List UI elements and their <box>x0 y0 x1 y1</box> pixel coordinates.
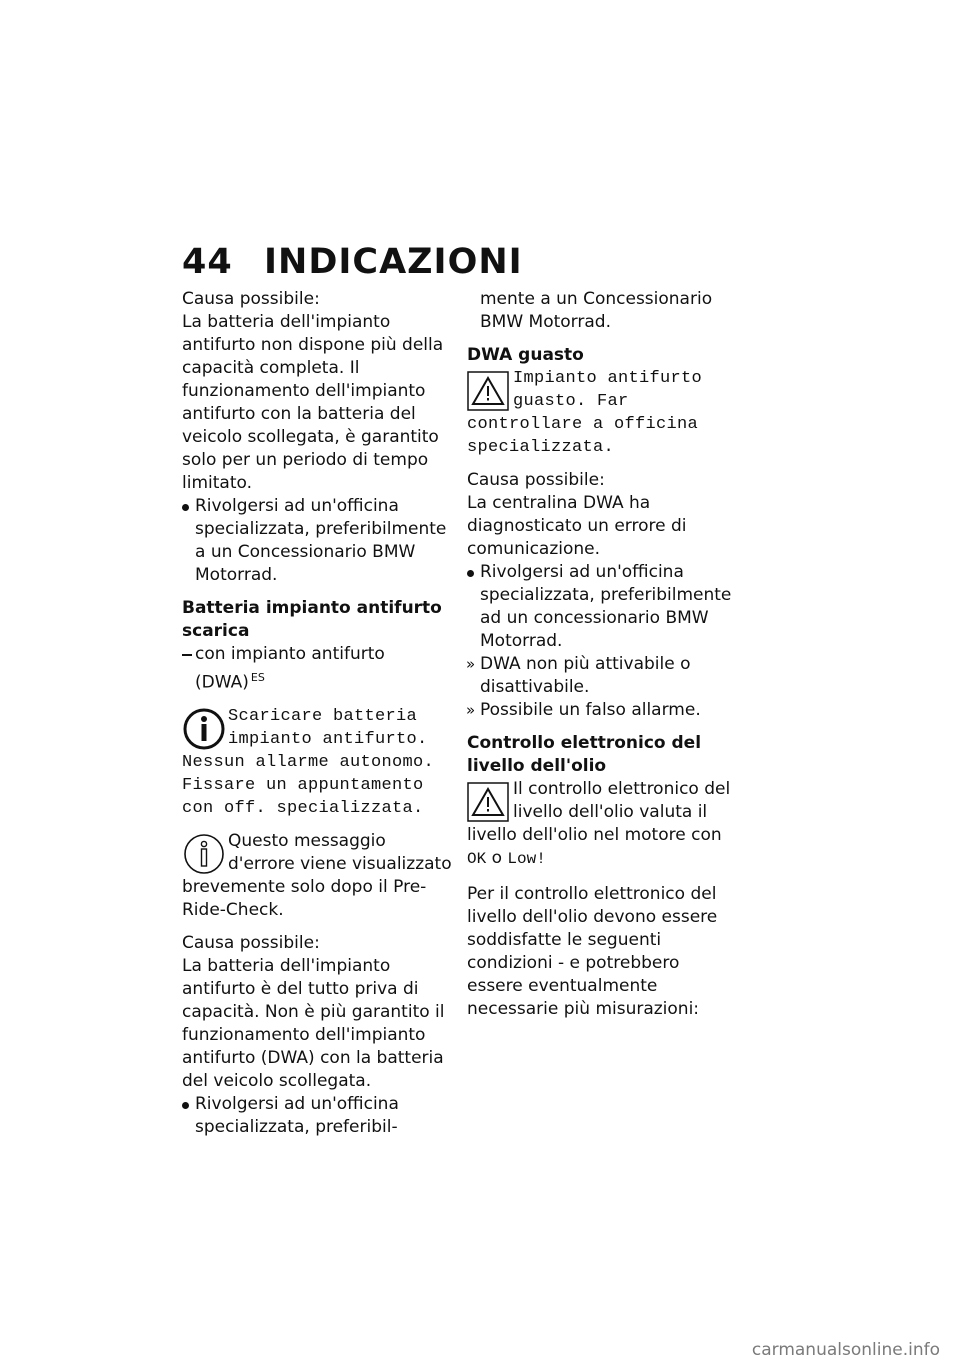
page-number: 44 <box>182 242 233 282</box>
warning-triangle-icon <box>467 369 511 413</box>
result-item <box>467 699 737 722</box>
cause-text: La centralina DWA ha diagnosticato un errore di comunicazione. <box>467 493 687 559</box>
double-chevron-icon: » <box>466 655 476 673</box>
watermark: carmanualsonline.info <box>751 1340 940 1360</box>
warning-note-text: Il controllo elettronico del livello dell'olio valuta il livello dell'olio nel motore con OK o Low! <box>467 779 731 868</box>
or-word: o <box>491 848 503 868</box>
page-title <box>182 240 523 284</box>
info-outline-icon <box>182 832 226 876</box>
cause-label: Causa possibile: <box>467 470 605 490</box>
bullet-icon <box>182 504 189 511</box>
cause-label: Causa possibile: <box>182 932 320 953</box>
warning-note-block <box>467 778 737 871</box>
warning-triangle-icon <box>467 780 511 824</box>
ok-value: OK <box>467 850 487 868</box>
section-heading: DWA guasto <box>467 345 584 365</box>
cause-text: La batteria dell'impianto antifurto è del tutto priva di capacità. Non è più garantito il funzionamento dell'impianto antifurto (DWA) con la batteria del veicolo scollegata. <box>182 955 445 1091</box>
dash-text: con impianto antifurto (DWA) <box>195 644 385 693</box>
bullet-text: Rivolgersi ad un'officina specializzata, preferibil- <box>195 1093 399 1137</box>
bullet-icon <box>467 570 474 577</box>
double-chevron-icon: » <box>466 701 476 719</box>
bullet-text: Rivolgersi ad un'officina specializzata, preferibilmente ad un concessionario BMW Motorrad. <box>480 562 732 651</box>
bullet-item <box>182 1093 452 1139</box>
result-item <box>467 653 737 699</box>
info-icon <box>182 707 226 751</box>
info-note-text: Questo messaggio d'errore viene visualizzato brevemente solo dopo il Pre-Ride-Check. <box>182 830 452 920</box>
bullet-text: Rivolgersi ad un'officina specializzata, preferibilmente a un Concessionario BMW Motorrad. <box>195 496 447 585</box>
display-message: Scaricare batteria impianto antifurto. Nessun allarme autonomo. Fissare un appuntamento con off. specializzata. <box>182 706 435 818</box>
right-column <box>467 288 737 1031</box>
bullet-item <box>467 561 737 653</box>
continued-text: mente a un Concessionario BMW Motorrad. <box>480 289 713 332</box>
result-text: Possibile un falso allarme. <box>480 700 701 720</box>
section-title: INDICAZIONI <box>264 242 523 282</box>
info-message-block <box>182 705 452 830</box>
left-column <box>182 288 452 1139</box>
section-heading: Controllo elettronico del livello dell'olio <box>467 733 702 776</box>
bullet-icon <box>182 1102 189 1109</box>
dash-icon <box>182 654 192 656</box>
dash-item <box>182 643 452 695</box>
bullet-item <box>182 495 452 587</box>
warning-message-block <box>467 367 737 469</box>
result-text: DWA non più attivabile o disattivabile. <box>480 654 691 697</box>
section-heading: Batteria impianto antifurto scarica <box>182 598 442 641</box>
conditions-text: Per il controllo elettronico del livello dell'olio devono essere soddisfatte le seguenti condizioni - e potrebbero essere eventualmente necessarie più misurazioni: <box>467 884 718 1019</box>
cause-text: La batteria dell'impianto antifurto non dispone più della capacità completa. Il funzionamento dell'impianto antifurto con la batteria del veicolo scollegata, è garantito solo per un periodo di tempo limitato. <box>182 312 444 493</box>
display-message: Impianto antifurto guasto. Far controllare a officina specializzata. <box>467 369 703 457</box>
equipment-superscript: ES <box>250 671 265 684</box>
low-value: Low! <box>507 850 546 868</box>
cause-label: Causa possibile: <box>182 289 320 309</box>
info-note-block <box>182 830 452 932</box>
